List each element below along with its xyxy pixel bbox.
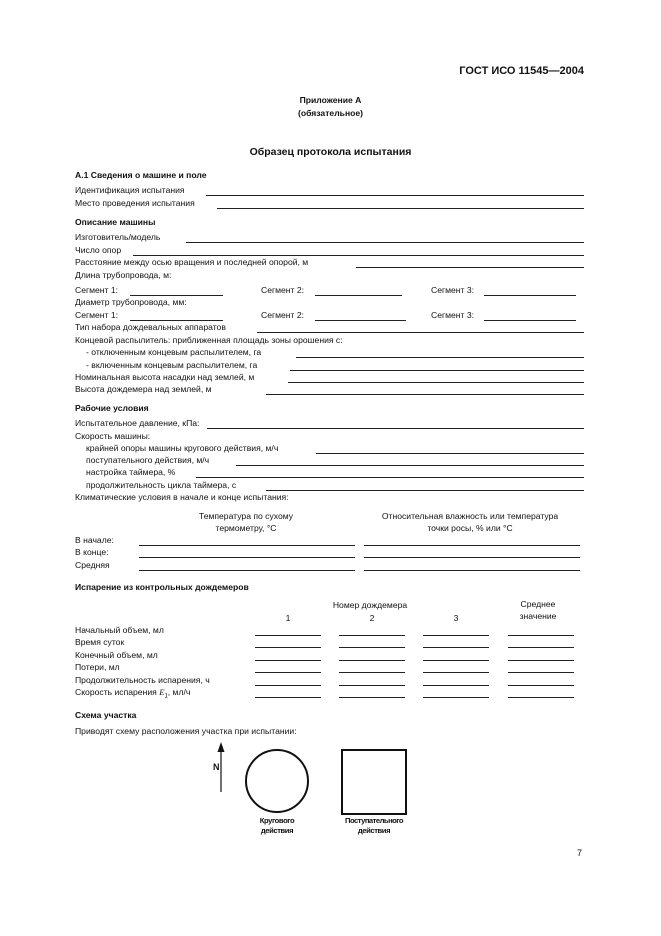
label-pressure: Испытательное давление, кПа: — [75, 418, 200, 428]
label-segment2-diameter: Сегмент 2: — [261, 310, 305, 320]
evap-rate-unit: , мл/ч — [167, 687, 191, 697]
appendix-status: (обязательное) — [297, 108, 364, 118]
gauge-col-3: 3 — [453, 613, 459, 623]
label-end-gun-on: - включенным концевым распылителем, га — [86, 360, 258, 370]
circle-caption-line1: Кругового — [259, 816, 295, 825]
label-supports: Число опор — [75, 245, 122, 255]
evap-row-label: Продолжительность испарения, ч — [75, 675, 210, 685]
appendix-title: Приложение А — [299, 95, 362, 105]
label-speed-linear: поступательного действия, м/ч — [86, 455, 210, 465]
average-header-line2: значение — [519, 611, 557, 621]
label-pipe-length: Длина трубопровода, м: — [75, 270, 172, 280]
col-humidity-line1: Относительная влажность или температура — [381, 511, 559, 521]
standard-number: ГОСТ ИСО 11545—2004 — [459, 65, 584, 77]
gauge-col-2: 2 — [369, 613, 375, 623]
label-end-gun-off: - отключенным концевым распылителем, га — [86, 347, 262, 357]
label-climate: Климатические условия в начале и конце испытания: — [75, 492, 289, 502]
average-header-line1: Среднее — [520, 599, 556, 609]
label-test-place: Место проведения испытания — [75, 198, 195, 208]
label-timer-cycle: продолжительность цикла таймера, с — [86, 480, 237, 490]
label-nozzle-height: Номинальная высота насадки над землей, м — [75, 372, 255, 382]
evap-row-label: Потери, мл — [75, 662, 120, 672]
square-caption-line2: действия — [357, 826, 391, 835]
label-pivot-distance: Расстояние между осью вращения и последней опорой, м — [75, 257, 309, 267]
scheme-intro: Приводят схему расположения участка при испытании: — [75, 726, 297, 736]
evap-rate-subscript: 1 — [164, 693, 168, 700]
section-conditions-heading: Рабочие условия — [75, 403, 149, 413]
label-maker-model: Изготовитель/модель — [75, 232, 161, 242]
label-pipe-diameter: Диаметр трубопровода, мм: — [75, 297, 187, 307]
square-caption-line1: Поступательного — [344, 816, 404, 825]
row-average-label: Средняя — [75, 560, 110, 570]
label-segment1-length: Сегмент 1: — [75, 285, 119, 295]
row-start-label: В начале: — [75, 535, 114, 545]
col-temp-line1: Температура по сухому — [198, 511, 294, 521]
circle-caption-line2: действия — [260, 826, 294, 835]
pivot-machine-circle-icon — [246, 750, 308, 812]
label-speed: Скорость машины: — [75, 431, 151, 441]
linear-machine-square-icon — [342, 750, 406, 814]
label-segment1-diameter: Сегмент 1: — [75, 310, 119, 320]
section-evaporation-heading: Испарение из контрольных дождемеров — [75, 582, 249, 592]
label-segment2-length: Сегмент 2: — [261, 285, 305, 295]
north-label: N — [213, 762, 220, 772]
row-end-label: В конце: — [75, 547, 109, 557]
label-test-id: Идентификация испытания — [75, 185, 185, 195]
col-humidity-line2: точки росы, % или °С — [427, 523, 513, 533]
label-end-gun: Концевой распылитель: приближенная площадь зоны орошения с: — [75, 335, 343, 345]
gauge-number-header: Номер дождемера — [332, 600, 408, 610]
evap-row-label: Начальный объем, мл — [75, 625, 164, 635]
document-title: Образец протокола испытания — [249, 146, 412, 158]
section-a1-heading: А.1 Сведения о машине и поле — [75, 170, 207, 180]
label-segment3-diameter: Сегмент 3: — [431, 310, 475, 320]
label-segment3-length: Сегмент 3: — [431, 285, 475, 295]
label-timer: настройка таймера, % — [86, 467, 176, 477]
evap-row-label: Конечный объем, мл — [75, 650, 158, 660]
section-machine-heading: Описание машины — [75, 217, 156, 227]
label-sprinkler-set: Тип набора дождевальных аппаратов — [75, 322, 226, 332]
label-gauge-height: Высота дождемера над землей, м — [75, 384, 212, 394]
evap-rate-symbol: E — [159, 687, 165, 697]
col-temp-line2: термометру, °С — [215, 523, 277, 533]
label-speed-pivot: крайней опоры машины кругового действия, м/ч — [86, 443, 279, 453]
evap-row-label: Время суток — [75, 637, 125, 647]
section-scheme-heading: Схема участка — [75, 710, 137, 720]
page-number: 7 — [577, 848, 583, 858]
gauge-col-1: 1 — [285, 613, 291, 623]
evap-rate-text: Скорость испарения — [75, 687, 157, 697]
